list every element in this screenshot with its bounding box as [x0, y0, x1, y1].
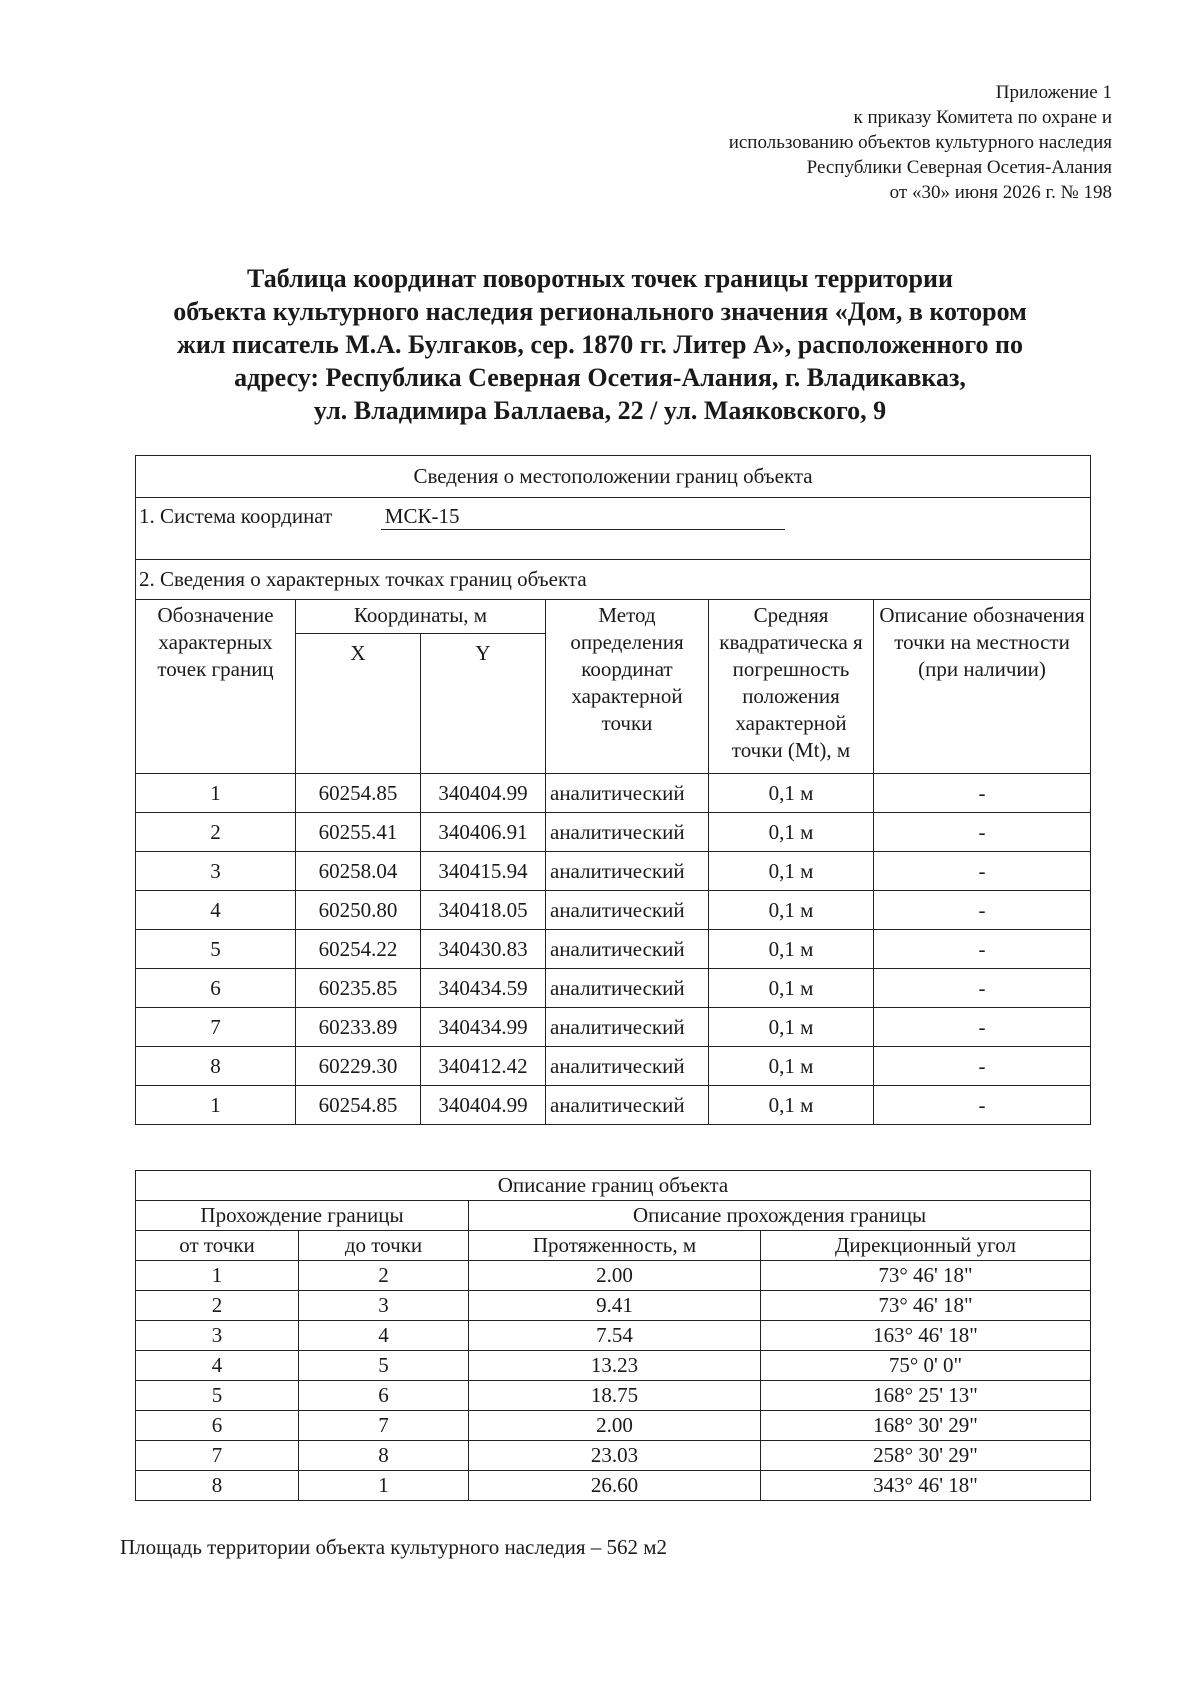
angle-cell: 73° 46' 18" — [761, 1261, 1091, 1291]
length-cell: 18.75 — [469, 1381, 761, 1411]
point-cell: 5 — [136, 930, 296, 969]
table-row — [136, 1321, 1091, 1351]
to-cell: 5 — [299, 1351, 469, 1381]
desc-cell: - — [874, 930, 1091, 969]
length-cell: 26.60 — [469, 1471, 761, 1501]
error-cell: 0,1 м — [709, 813, 874, 852]
area-statement: Площадь территории объекта культурного наследия – 562 м2 — [120, 1535, 668, 1559]
table-row — [136, 1471, 1091, 1501]
location-table-heading: Сведения о местоположении границ объекта — [136, 456, 1091, 498]
length-cell: 13.23 — [469, 1351, 761, 1381]
desc-cell: - — [874, 891, 1091, 930]
x-cell: 60258.04 — [296, 852, 421, 891]
col-y-header: Y — [421, 634, 546, 774]
y-cell: 340430.83 — [421, 930, 546, 969]
from-cell: 1 — [136, 1261, 299, 1291]
table-row — [136, 852, 1091, 891]
method-cell: аналитический — [546, 891, 709, 930]
col-coordinates-header: Координаты, м — [296, 600, 546, 634]
to-cell: 8 — [299, 1441, 469, 1471]
angle-cell: 168° 30' 29" — [761, 1411, 1091, 1441]
table-row — [136, 1351, 1091, 1381]
point-cell: 8 — [136, 1047, 296, 1086]
col-from-header: от точки — [136, 1231, 299, 1261]
method-cell: аналитический — [546, 969, 709, 1008]
point-cell: 6 — [136, 969, 296, 1008]
error-cell: 0,1 м — [709, 1086, 874, 1125]
from-cell: 6 — [136, 1411, 299, 1441]
x-cell: 60254.85 — [296, 1086, 421, 1125]
appendix-line: Республики Северная Осетия-Алания — [806, 157, 1112, 178]
y-cell: 340418.05 — [421, 891, 546, 930]
x-cell: 60235.85 — [296, 969, 421, 1008]
col-method-header: Метод определения координат характерной точки — [546, 600, 709, 774]
table-row — [136, 1008, 1091, 1047]
from-cell: 7 — [136, 1441, 299, 1471]
col-passage-desc-header: Описание прохождения границы — [469, 1201, 1091, 1231]
x-cell: 60254.85 — [296, 774, 421, 813]
boundary-table-heading: Описание границ объекта — [136, 1171, 1091, 1201]
point-cell: 1 — [136, 774, 296, 813]
point-cell: 7 — [136, 1008, 296, 1047]
angle-cell: 258° 30' 29" — [761, 1441, 1091, 1471]
table-row — [136, 930, 1091, 969]
x-cell: 60250.80 — [296, 891, 421, 930]
length-cell: 9.41 — [469, 1291, 761, 1321]
coord-system-value: МСК-15 — [381, 504, 785, 530]
coord-system-cell — [136, 498, 1091, 560]
appendix-line: от «30» июня 2026 г. № 198 — [889, 182, 1112, 203]
y-cell: 340434.99 — [421, 1008, 546, 1047]
title-line: объекта культурного наследия регионального значения «Дом, в котором — [173, 297, 1027, 326]
table-row — [136, 1441, 1091, 1471]
table-row — [136, 1381, 1091, 1411]
col-error-header: Средняя квадратическа я погрешность положения характерной точки (Mt), м — [709, 600, 874, 774]
table-row — [136, 891, 1091, 930]
table-row — [136, 1291, 1091, 1321]
desc-cell: - — [874, 774, 1091, 813]
error-cell: 0,1 м — [709, 969, 874, 1008]
table-row — [136, 1261, 1091, 1291]
to-cell: 4 — [299, 1321, 469, 1351]
error-cell: 0,1 м — [709, 852, 874, 891]
y-cell: 340415.94 — [421, 852, 546, 891]
method-cell: аналитический — [546, 1047, 709, 1086]
x-cell: 60233.89 — [296, 1008, 421, 1047]
y-cell: 340406.91 — [421, 813, 546, 852]
desc-cell: - — [874, 969, 1091, 1008]
col-description-header: Описание обозначения точки на местности (при наличии) — [874, 600, 1091, 774]
desc-cell: - — [874, 852, 1091, 891]
angle-cell: 75° 0' 0" — [761, 1351, 1091, 1381]
y-cell: 340412.42 — [421, 1047, 546, 1086]
desc-cell: - — [874, 813, 1091, 852]
y-cell: 340404.99 — [421, 1086, 546, 1125]
angle-cell: 163° 46' 18" — [761, 1321, 1091, 1351]
error-cell: 0,1 м — [709, 930, 874, 969]
from-cell: 5 — [136, 1381, 299, 1411]
method-cell: аналитический — [546, 852, 709, 891]
to-cell: 1 — [299, 1471, 469, 1501]
coord-system-label: 1. Система координат — [139, 504, 333, 528]
col-designation-header: Обозначение характерных точек границ — [136, 600, 296, 774]
col-length-header: Протяженность, м — [469, 1231, 761, 1261]
point-cell: 4 — [136, 891, 296, 930]
table-row — [136, 1411, 1091, 1441]
method-cell: аналитический — [546, 1008, 709, 1047]
col-passage-header: Прохождение границы — [136, 1201, 469, 1231]
appendix-block — [729, 80, 1112, 205]
method-cell: аналитический — [546, 774, 709, 813]
table-row — [136, 813, 1091, 852]
appendix-line: использованию объектов культурного наследия — [728, 132, 1112, 153]
col-to-header: до точки — [299, 1231, 469, 1261]
error-cell: 0,1 м — [709, 1047, 874, 1086]
to-cell: 6 — [299, 1381, 469, 1411]
title-line: адресу: Республика Северная Осетия-Алания, г. Владикавказ, — [234, 363, 966, 392]
title-line: Таблица координат поворотных точек границы территории — [247, 264, 953, 293]
desc-cell: - — [874, 1086, 1091, 1125]
table-row — [136, 1086, 1091, 1125]
to-cell: 2 — [299, 1261, 469, 1291]
x-cell: 60255.41 — [296, 813, 421, 852]
length-cell: 2.00 — [469, 1261, 761, 1291]
desc-cell: - — [874, 1008, 1091, 1047]
angle-cell: 73° 46' 18" — [761, 1291, 1091, 1321]
from-cell: 3 — [136, 1321, 299, 1351]
error-cell: 0,1 м — [709, 891, 874, 930]
length-cell: 23.03 — [469, 1441, 761, 1471]
length-cell: 2.00 — [469, 1411, 761, 1441]
point-cell: 2 — [136, 813, 296, 852]
appendix-line: к приказу Комитета по охране и — [853, 107, 1112, 128]
title-line: ул. Владимира Баллаева, 22 / ул. Маяковского, 9 — [313, 396, 887, 425]
method-cell: аналитический — [546, 930, 709, 969]
document-title — [120, 262, 1080, 427]
length-cell: 7.54 — [469, 1321, 761, 1351]
to-cell: 3 — [299, 1291, 469, 1321]
y-cell: 340434.59 — [421, 969, 546, 1008]
to-cell: 7 — [299, 1411, 469, 1441]
boundary-table — [135, 1170, 1091, 1501]
error-cell: 0,1 м — [709, 774, 874, 813]
location-table — [135, 455, 1091, 1125]
x-cell: 60229.30 — [296, 1047, 421, 1086]
x-cell: 60254.22 — [296, 930, 421, 969]
appendix-line: Приложение 1 — [995, 82, 1112, 103]
from-cell: 4 — [136, 1351, 299, 1381]
method-cell: аналитический — [546, 813, 709, 852]
title-line: жил писатель М.А. Булгаков, сер. 1870 гг. Литер А», расположенного по — [176, 330, 1023, 359]
desc-cell: - — [874, 1047, 1091, 1086]
col-angle-header: Дирекционный угол — [761, 1231, 1091, 1261]
angle-cell: 168° 25' 13" — [761, 1381, 1091, 1411]
points-heading: 2. Сведения о характерных точках границ объекта — [136, 560, 1091, 600]
table-row — [136, 774, 1091, 813]
from-cell: 2 — [136, 1291, 299, 1321]
table-row — [136, 969, 1091, 1008]
y-cell: 340404.99 — [421, 774, 546, 813]
point-cell: 3 — [136, 852, 296, 891]
col-x-header: X — [296, 634, 421, 774]
from-cell: 8 — [136, 1471, 299, 1501]
table-row — [136, 1047, 1091, 1086]
error-cell: 0,1 м — [709, 1008, 874, 1047]
angle-cell: 343° 46' 18" — [761, 1471, 1091, 1501]
point-cell: 1 — [136, 1086, 296, 1125]
method-cell: аналитический — [546, 1086, 709, 1125]
